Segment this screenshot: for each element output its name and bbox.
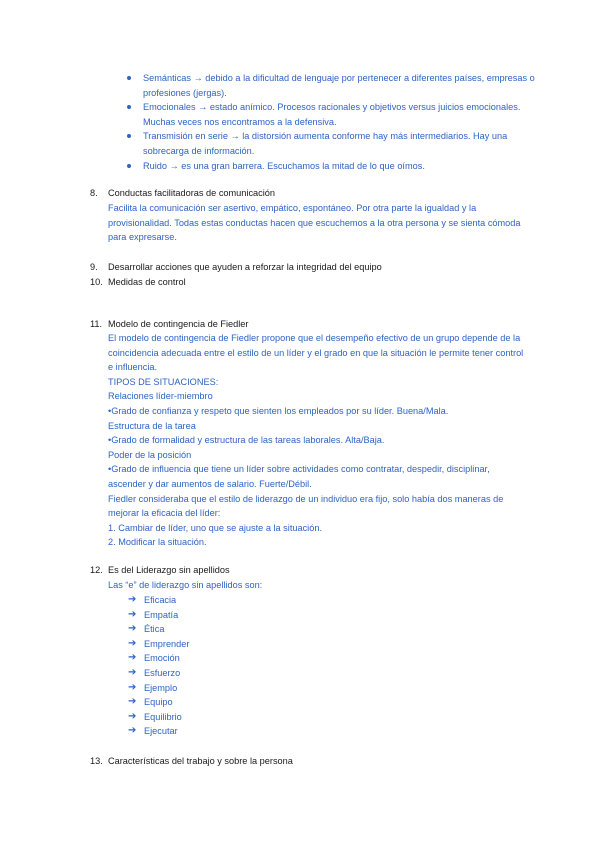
arrow-right-icon: ➔ (128, 623, 137, 635)
bullet-icon (127, 105, 131, 109)
item-title: Es del Liderazgo sin apellidos (108, 565, 230, 575)
item-body: Facilita la comunicación ser asertivo, empático, espontáneo. Por otra parte la igualdad y la provisionalidad. Todas estas conductas hacen que escuchemos a la otra persona y se sienta cómoda para expresarse. (108, 203, 521, 243)
paragraph: Relaciones líder-miembro (108, 391, 213, 402)
item-number: 13. (90, 756, 103, 766)
paragraph: 2. Modificar la situación. (108, 537, 207, 548)
paragraph: Fiedler consideraba que el estilo de liderazgo de un individuo era fijo, solo había dos maneras de mejorar la eficacia del líder: (108, 493, 504, 519)
list-item (128, 651, 189, 666)
item-number: 10. (90, 277, 103, 287)
arrow-right-icon: ➔ (128, 725, 137, 737)
list-item-text: Equilibrio (144, 711, 182, 722)
paragraph: 1. Cambiar de líder, uno que se ajuste a la situación. (108, 522, 322, 533)
item-title: Características del trabajo y sobre la persona (108, 756, 293, 766)
bullet-icon (127, 76, 131, 80)
list-item (128, 637, 189, 652)
barriers-list (127, 71, 547, 173)
list-item-text: Emocionales → estado anímico. Procesos racionales y objetivos versus juicios emocionales. Muchas veces nos encontramos a la defensiva. (143, 102, 521, 127)
arrow-right-icon: ➔ (128, 681, 137, 693)
arrow-right-icon: ➔ (128, 696, 137, 708)
list-item (127, 71, 547, 100)
fiedler-section (108, 331, 528, 550)
list-item-text: Empatía (144, 609, 179, 620)
arrow-right-icon: ➔ (128, 594, 137, 605)
list-item (128, 724, 189, 739)
list-item (128, 593, 189, 608)
list-item-text: Ejemplo (144, 682, 178, 693)
bullet-icon (127, 164, 131, 168)
item-title: Conductas facilitadoras de comunicación (108, 188, 275, 198)
list-item-text: Transmisión en serie → la distorsión aumenta conforme hay más intermediarios. Hay una sobrecarga de información. (143, 131, 508, 156)
list-item-text: Ejecutar (144, 726, 178, 737)
list-item (128, 710, 189, 725)
list-item (128, 681, 189, 696)
item-title: Desarrollar acciones que ayuden a reforzar la integridad del equipo (108, 262, 382, 272)
item-number: 12. (90, 565, 103, 575)
arrow-right-icon: ➔ (128, 652, 137, 664)
arrow-right-icon: ➔ (128, 666, 137, 678)
e-words-list (128, 593, 189, 739)
list-item-text: Emprender (144, 638, 190, 649)
list-item (128, 695, 189, 710)
paragraph: El modelo de contingencia de Fiedler propone que el desempeño efectivo de un grupo depende de la coincidencia adecuada entre el estilo de un líder y el grado en que la situación le permite tener control e influencia. (108, 333, 524, 373)
arrow-right-icon: ➔ (128, 637, 137, 649)
paragraph: Poder de la posición (108, 449, 192, 460)
paragraph: TIPOS DE SITUACIONES: (108, 376, 219, 387)
paragraph: •Grado de confianza y respeto que sienten los empleados por su líder. Buena/Mala. (108, 405, 449, 416)
item-title: Medidas de control (108, 277, 186, 287)
list-item-text: Esfuerzo (144, 667, 181, 678)
item-number: 9. (90, 262, 98, 272)
paragraph: •Grado de formalidad y estructura de las tareas laborales. Alta/Baja. (108, 435, 385, 446)
paragraph: Estructura de la tarea (108, 420, 196, 431)
item-number: 11. (90, 319, 103, 329)
list-item (128, 666, 189, 681)
list-item (127, 100, 547, 129)
list-item (128, 622, 189, 637)
list-item (127, 129, 547, 158)
list-item-text: Ética (144, 624, 165, 635)
paragraph: •Grado de influencia que tiene un líder sobre actividades como contratar, despedir, disciplinar, ascender y dar aumentos de salario. Fuerte/Débil. (108, 464, 490, 489)
item-number: 8. (90, 188, 98, 198)
list-item (127, 159, 547, 174)
list-item-text: Eficacia (144, 595, 177, 605)
bullet-icon (127, 134, 131, 138)
item-intro: Las “e” de liderazgo sin apellidos son: (108, 580, 263, 590)
list-item-text: Emoción (144, 653, 180, 664)
list-item (128, 608, 189, 623)
list-item-text: Ruido → es una gran barrera. Escuchamos la mitad de lo que oímos. (143, 160, 425, 171)
arrow-right-icon: ➔ (128, 710, 137, 722)
item-title: Modelo de contingencia de Fiedler (108, 319, 249, 329)
arrow-right-icon: ➔ (128, 608, 137, 620)
list-item-text: Semánticas → debido a la dificultad de lenguaje por pertenecer a diferentes países, empresas o profesiones (jergas). (143, 73, 535, 98)
list-item-text: Equipo (144, 697, 173, 708)
